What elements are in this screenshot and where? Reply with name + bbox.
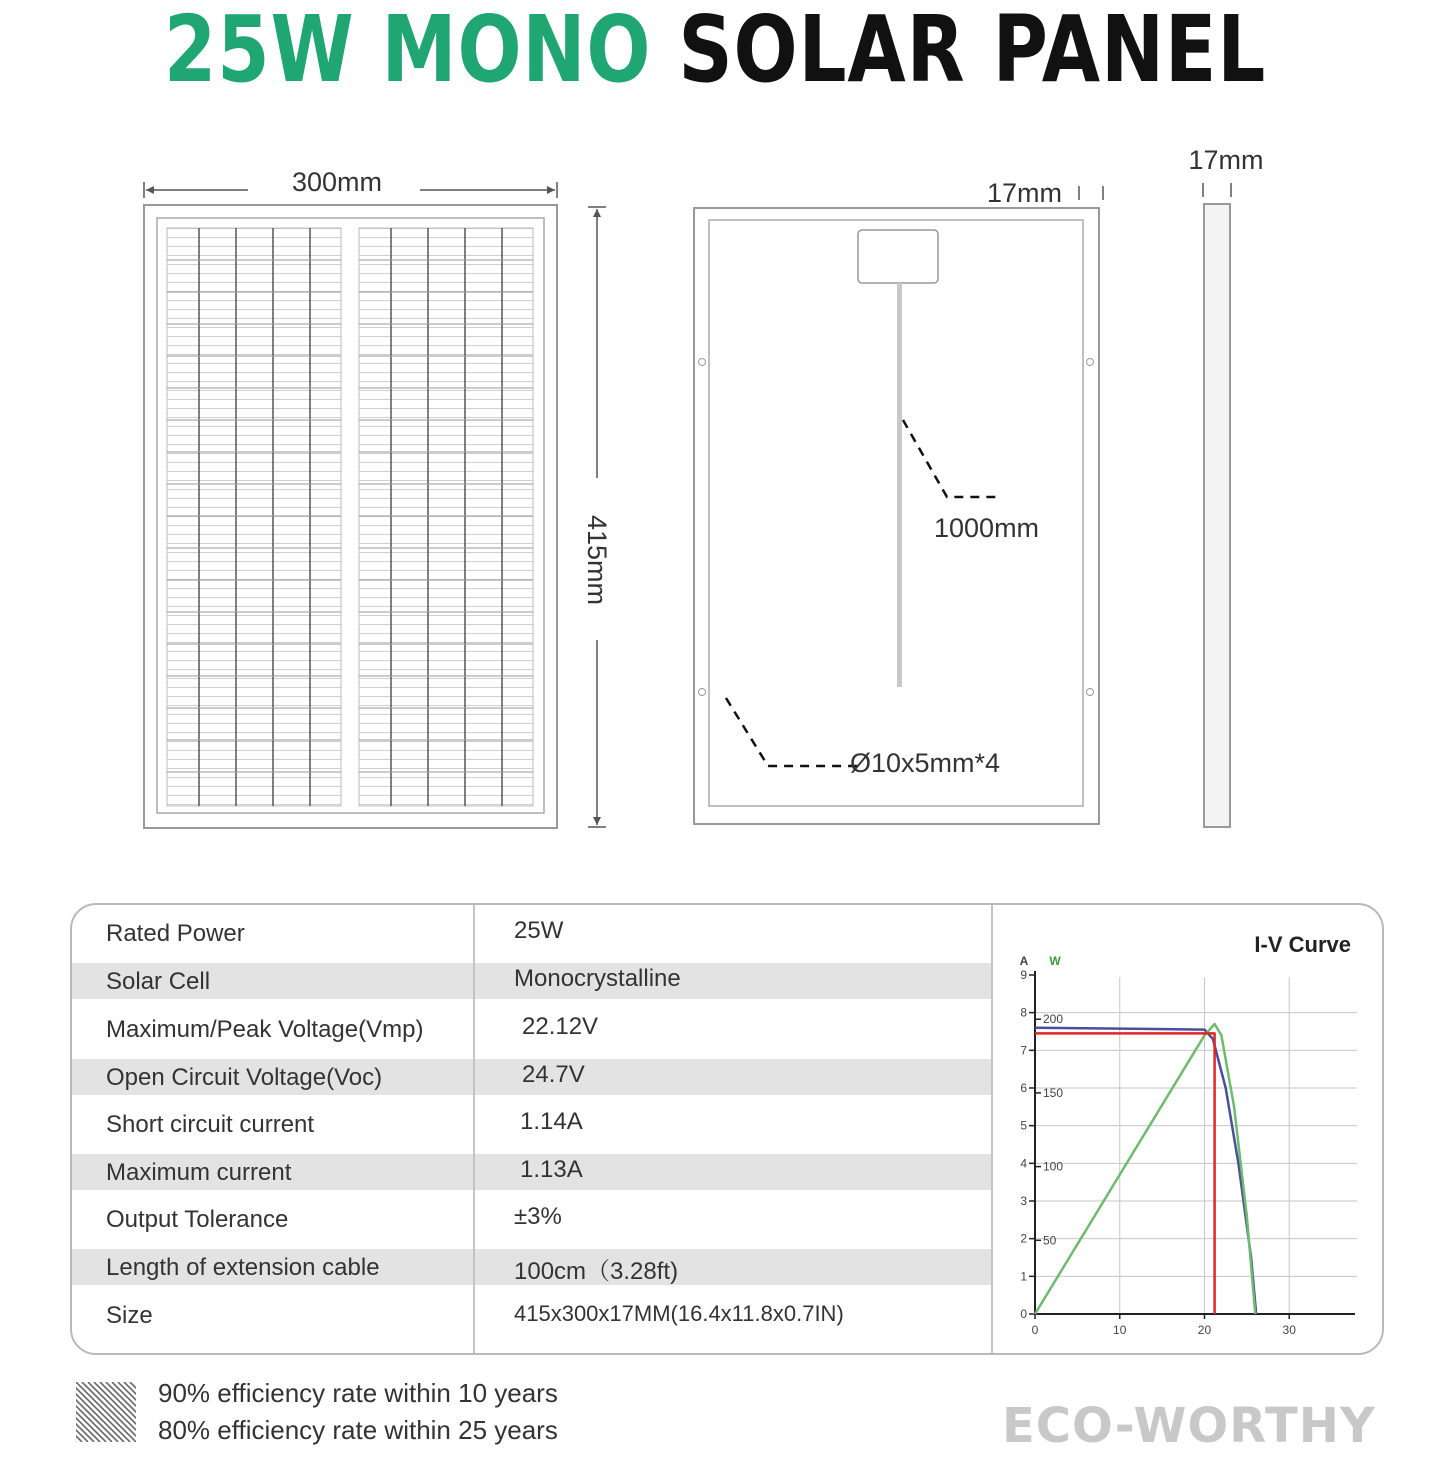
spec-row	[72, 963, 992, 999]
mount-hole	[1087, 689, 1094, 696]
iv-curve-line	[1035, 1028, 1256, 1314]
width-label: 300mm	[291, 167, 383, 197]
x-tick-label: 0	[1031, 1323, 1039, 1337]
spec-value: 415x300x17MM(16.4x11.8x0.7IN)	[514, 1301, 844, 1326]
side-depth-label: 17mm	[1188, 145, 1264, 175]
spec-label: Rated Power	[106, 920, 245, 947]
side-view	[1203, 183, 1231, 827]
title-part-black: SOLAR PANEL	[678, 0, 1267, 103]
height-label: 415mm	[582, 514, 612, 606]
junction-box	[858, 230, 938, 283]
x-tick-label: 30	[1282, 1323, 1296, 1337]
spec-value: 22.12V	[522, 1013, 599, 1040]
y-axis-label-amps: A	[1019, 954, 1029, 968]
spec-label: Size	[106, 1302, 153, 1329]
spec-label: Open Circuit Voltage(Voc)	[106, 1064, 383, 1091]
spec-row	[72, 1059, 992, 1095]
spec-value: Monocrystalline	[514, 965, 681, 992]
hatch-pattern-icon	[76, 1382, 136, 1442]
spec-value: 24.7V	[522, 1061, 585, 1088]
spec-table	[70, 903, 1384, 1355]
spec-label: Solar Cell	[106, 968, 211, 995]
power-tick-label: 100	[1043, 1159, 1064, 1174]
spec-label: Output Tolerance	[106, 1206, 289, 1233]
y-tick-label: 4	[1020, 1156, 1027, 1171]
x-tick-label: 10	[1113, 1323, 1127, 1337]
brand-logo: ECO-WORTHY	[1002, 1398, 1376, 1454]
y-tick-label: 2	[1020, 1231, 1027, 1246]
spec-row	[72, 1201, 992, 1237]
spec-row	[72, 1011, 992, 1047]
cable-length-label: 1000mm	[934, 513, 1040, 543]
iv-curve-chart	[993, 905, 1382, 1353]
spec-row	[72, 1297, 992, 1333]
y-tick-label: 0	[1020, 1307, 1027, 1321]
spec-label: Maximum/Peak Voltage(Vmp)	[106, 1016, 424, 1043]
spec-value: 1.13A	[520, 1156, 583, 1183]
power-tick-label: 200	[1043, 1012, 1064, 1027]
chart-title: I-V Curve	[1254, 932, 1351, 957]
x-tick-label: 20	[1197, 1323, 1212, 1337]
spec-value: 1.14A	[520, 1108, 583, 1135]
y-tick-label: 5	[1020, 1118, 1027, 1133]
mount-hole-label: Ø10x5mm*4	[850, 748, 1001, 778]
spec-row	[72, 1249, 992, 1285]
efficiency-line-10y: 90% efficiency rate within 10 years	[158, 1378, 558, 1408]
spec-label: Length of extension cable	[106, 1254, 380, 1281]
efficiency-line-25y: 80% efficiency rate within 25 years	[158, 1415, 558, 1445]
spec-label: Short circuit current	[106, 1111, 315, 1138]
power-tick-label: 150	[1043, 1085, 1064, 1100]
mount-hole	[699, 689, 706, 696]
cable	[897, 283, 902, 687]
spec-value: ±3%	[514, 1203, 562, 1230]
title-part-green: 25W MONO	[163, 0, 652, 103]
mount-hole	[1087, 359, 1094, 366]
spec-row	[72, 1154, 992, 1190]
back-depth-label: 17mm	[986, 178, 1062, 208]
spec-label: Maximum current	[106, 1159, 292, 1186]
spec-row	[72, 1106, 992, 1142]
y-tick-label: 7	[1020, 1043, 1027, 1058]
y-tick-label: 1	[1020, 1269, 1027, 1284]
y-tick-label: 9	[1020, 968, 1027, 982]
y-tick-label: 6	[1020, 1081, 1027, 1095]
back-depth-dimension	[1079, 186, 1103, 200]
y-axis-label-watts: W	[1049, 954, 1061, 968]
y-tick-label: 3	[1020, 1194, 1027, 1208]
power-tick-label: 50	[1043, 1233, 1057, 1248]
column-divider	[473, 905, 475, 1353]
spec-value: 25W	[514, 917, 564, 944]
spec-row	[72, 915, 992, 951]
front-view	[144, 205, 557, 828]
mount-hole	[699, 359, 706, 366]
y-tick-label: 8	[1020, 1005, 1027, 1020]
power-curve-line	[1035, 1024, 1255, 1314]
spec-value: 100cm（3.28ft)	[514, 1258, 679, 1285]
